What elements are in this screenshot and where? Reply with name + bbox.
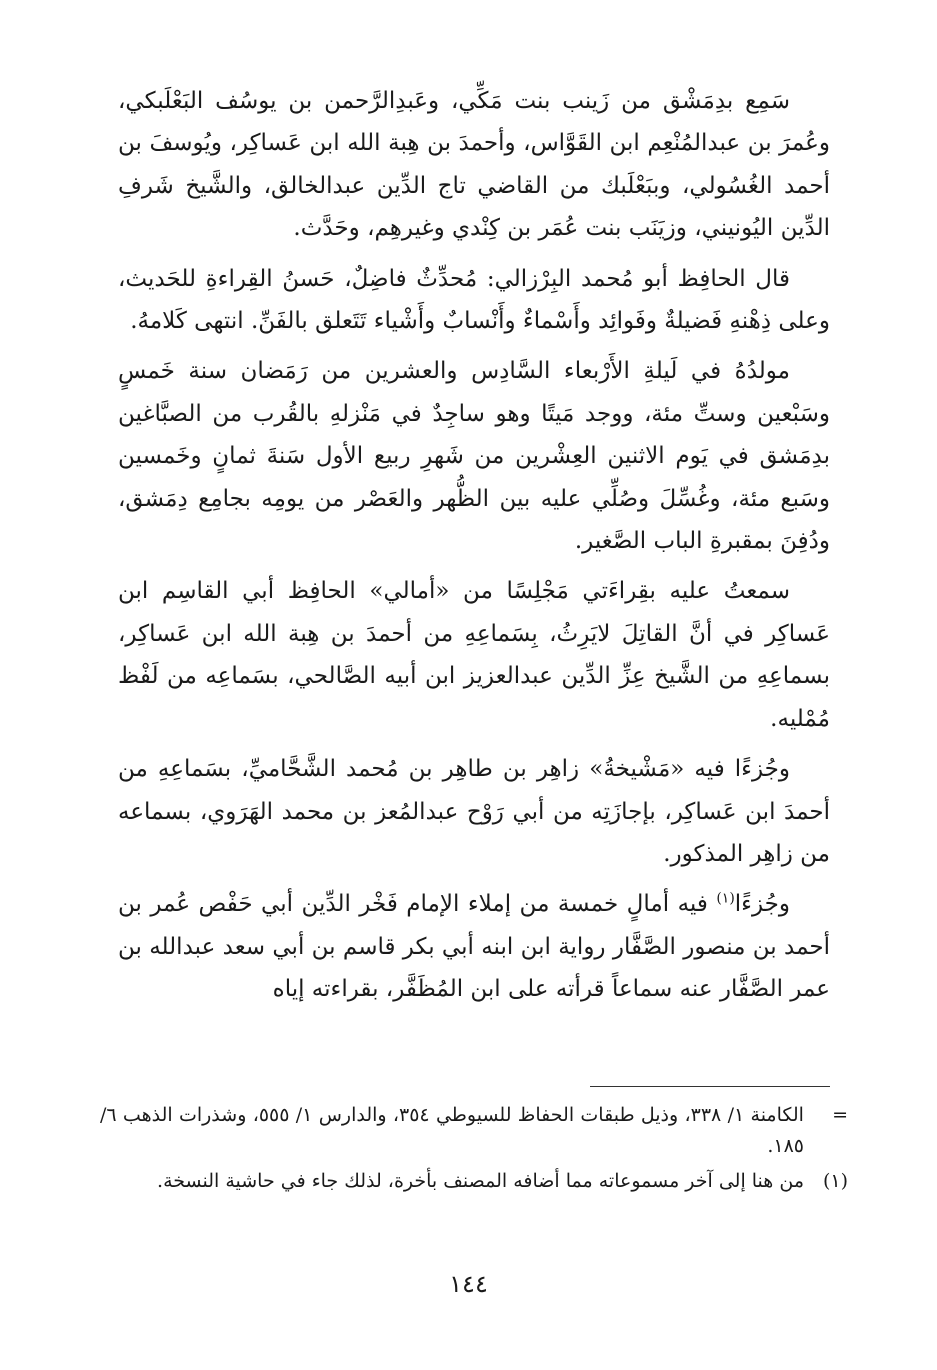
footnote-1 <box>100 1166 848 1197</box>
footnote-text: من هنا إلى آخر مسموعاته مما أضافه المصنف بأخرة، لذلك جاء في حاشية النسخة. <box>157 1170 804 1192</box>
page-number: ١٤٤ <box>449 1270 488 1298</box>
footnote-continuation <box>100 1100 848 1162</box>
paragraph-6-lead: وجُزءًا <box>734 891 791 918</box>
paragraph-4: سمعتُ عليه بقِراءَتي مَجْلِسًا من «أمالي» الحافِظ أبي القاسِم ابن عَساكِر في أنَّ القاتِلَ لايَرِثُ، بِسَماعِهِ من أحمدَ بن هِبة الله ابن عَساكِر، بسماعِهِ من الشَّيخ عِزِّ الدِّين عبدالعزيز ابن أبيه الصَّالحي، بسَماعِه من لَفْظ مُمْليه. <box>118 578 830 732</box>
paragraph-2: قال الحافِظ أبو مُحمد البِرْزالي: مُحدِّثٌ فاضِلٌ، حَسنُ القِراءةِ للحَديث، وعلى ذِهْنهِ فَضيلةٌ وفَوائِد وأَسْماءٌ وأَنْسابٌ وأَشْياء تَتَعلق بالفَنِّ. انتهى كَلامهُ. <box>118 265 830 335</box>
paragraph-6 <box>118 883 830 1010</box>
footnote-separator <box>590 1086 830 1087</box>
footnotes <box>100 1100 848 1201</box>
main-text <box>118 80 830 1019</box>
footnote-reference[interactable]: (١) <box>716 890 735 907</box>
footnote-mark: = <box>832 1104 848 1126</box>
paragraph-5: وجُزءًا فيه «مَشْيخةُ» زاهِر بن طاهِر بن مُحمد الشَّحَّاميِّ، بسَماعِهِ من أحمدَ ابن عَساكِر، بإجازَتِه من أبي رَوْح عبدالمُعز بن محمد الهَرَوي، بسماعه من زاهِر المذكور. <box>118 756 830 867</box>
paragraph-1: سَمِع بدِمَشْق من زَينب بنت مَكِّي، وعَبدِالرَّحمن بن يوسُف البَعْلَبكي، وعُمرَ بن عبدالمُنْعِم ابن القَوَّاس، وأحمدَ بن هِبة الله ابن عَساكِر، ويُوسفَ بن أحمد الغُسُولي، وببَعْلَبك من القاضي تاج الدِّين عبدالخالق، والشَّيخ شَرفِ الدِّين اليُونيني، وزيَنَب بنت عُمَر بن كِنْدي وغيرهِم، وحَدَّث. <box>118 88 830 242</box>
footnote-mark: (١) <box>822 1170 848 1192</box>
footnote-text: الكامنة ١/ ٣٣٨، وذيل طبقات الحفاظ للسيوطي ٣٥٤، والدارس ١/ ٥٥٥، وشذرات الذهب ٦/ ١٨٥. <box>100 1104 804 1157</box>
paragraph-6-body: فيه أمالٍ خمسة من إملاء الإمام فَخْر الدِّين أبي حَفْص عُمر بن أحمد بن منصور الصَّفَّار رواية ابن ابنه أبي بكر قاسم بن أبي سعد عبدالله بن عمر الصَّفَّار عنه سماعاً قرأته على ابن المُظَفَّر، بقراءته إياه <box>118 891 830 1003</box>
paragraph-3: مولدُهُ في لَيلةِ الأَرْبعاء السَّادِس والعشرين من رَمَضان سنة خَمسٍ وسَبْعين وستِّ مئة، ووجد مَيتًا وهو ساجِدٌ في مَنْزلهِ بالقُرب من الصبَّاغين بدِمَشق في يَوم الاثنين العِشْرين من شَهرِ ربيع الأول سَنةَ ثمانٍ وخَمسين وسَبع مئة، وغُسِّلَ وصُلِّي عليه بين الظُّهر والعَصْر من يومِه بجامِع دِمَشق، ودُفِنَ بمقبرةِ الباب الصَّغير. <box>118 358 830 555</box>
